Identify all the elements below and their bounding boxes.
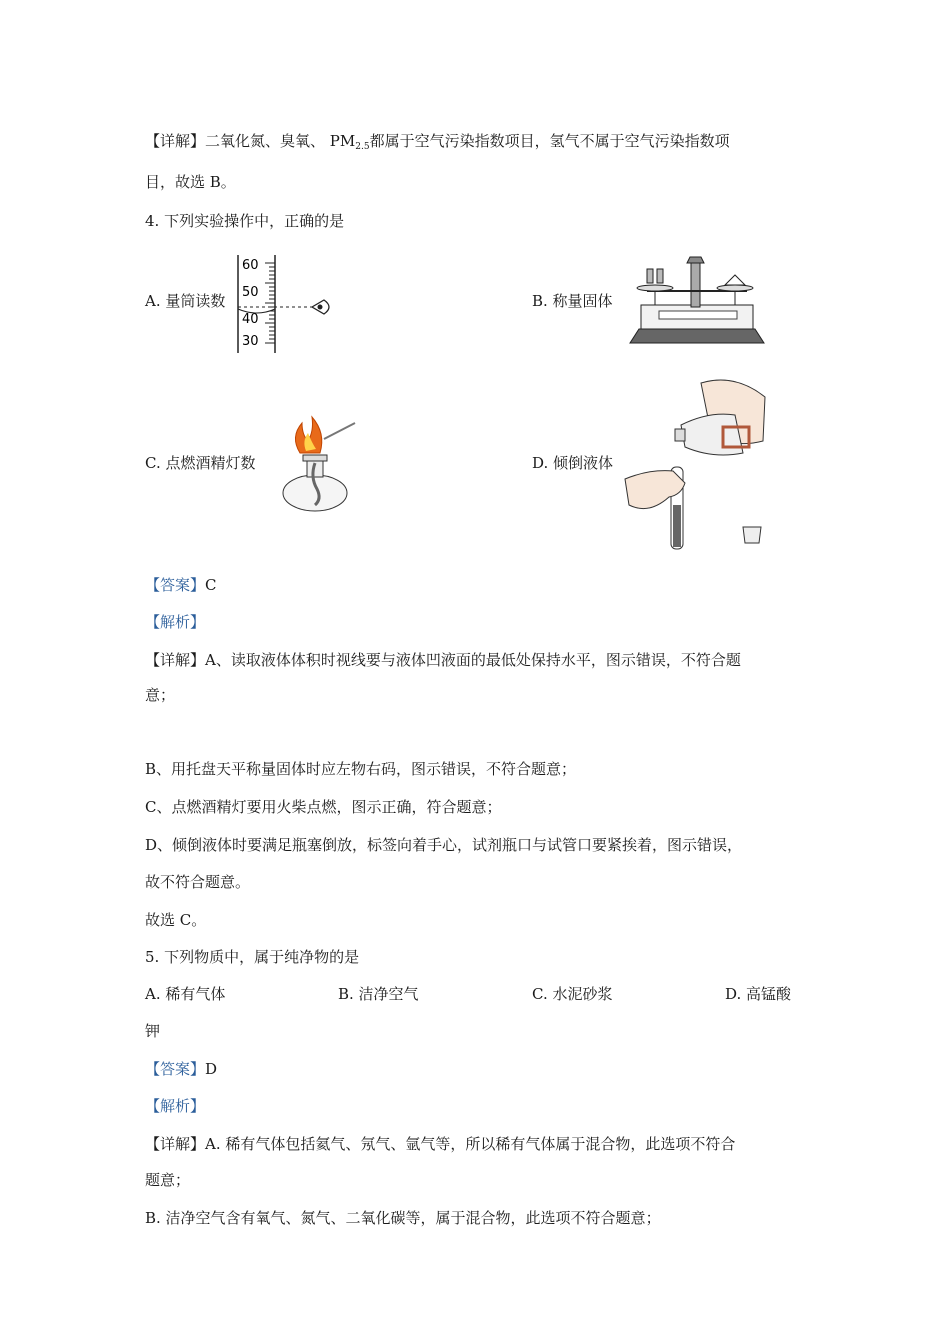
q4-option-a: A. 量筒读数 <box>145 292 226 310</box>
tick-label: 60 <box>242 258 259 273</box>
q5-detail-a-line-2: 题意； <box>145 1171 191 1189</box>
tick-label: 50 <box>242 285 259 300</box>
balance-scale-figure <box>627 255 767 347</box>
q4-option-d: D. 倾倒液体 <box>532 454 614 472</box>
q5-option-d: D. 高锰酸 <box>725 985 792 1003</box>
q5-detail-a-line-1: 【详解】A. 稀有气体包括氦气、氖气、氩气等，所以稀有气体属于混合物，此选项不符合 <box>145 1135 736 1153</box>
q4-detail-c: C、点燃酒精灯要用火柴点燃，图示正确，符合题意； <box>145 798 502 816</box>
tick-label: 40 <box>242 312 259 327</box>
q5-analysis-tag: 【解析】 <box>145 1097 206 1115</box>
prev-detail-line-1: 【详解】二氧化氮、臭氧、 $PM_{2.5}$都属于空气污染指数项目，氢气不属于空气污染指数项 <box>145 132 730 152</box>
q4-detail-a-line-2: 意； <box>145 686 176 704</box>
detail-tag: 【详解】 <box>145 1135 206 1153</box>
q5-detail-b: B. 洁净空气含有氧气、氮气、二氧化碳等，属于混合物，此选项不符合题意； <box>145 1209 661 1227</box>
detail-tag: 【详解】 <box>145 132 206 150</box>
q5-option-a: A. 稀有气体 <box>145 985 226 1003</box>
tick-label: 30 <box>242 334 259 349</box>
q5-option-c: C. 水泥砂浆 <box>532 985 613 1003</box>
q5-answer: 【答案】D <box>145 1060 218 1078</box>
q4-detail-a-line-1: 【详解】A、读取液体体积时视线要与液体凹液面的最低处保持水平，图示错误，不符合题 <box>145 651 741 669</box>
q4-detail-d-line-2: 故不符合题意。 <box>145 873 251 891</box>
q4-option-b: B. 称量固体 <box>532 292 613 310</box>
q4-analysis-tag: 【解析】 <box>145 613 206 631</box>
q4-detail-b: B、用托盘天平称量固体时应左物右码，图示错误，不符合题意； <box>145 760 577 778</box>
detail-tag: 【详解】 <box>145 651 206 669</box>
q5-stem: 5. 下列物质中，属于纯净物的是 <box>145 948 360 966</box>
pouring-liquid-figure <box>623 375 773 555</box>
alcohol-lamp-figure <box>270 405 360 517</box>
q4-answer: 【答案】C <box>145 576 217 594</box>
prev-detail-line-2: 目，故选 B。 <box>145 173 236 191</box>
q4-conclusion: 故选 C。 <box>145 911 207 929</box>
q5-option-b: B. 洁净空气 <box>338 985 419 1003</box>
answer-tag: 【答案】 <box>145 1060 206 1078</box>
eye-icon <box>312 300 329 314</box>
q4-detail-d-line-1: D、倾倒液体时要满足瓶塞倒放，标签向着手心，试剂瓶口与试管口要紧挨着，图示错误， <box>145 836 743 854</box>
graduated-cylinder-figure <box>232 253 342 355</box>
q4-stem: 4. 下列实验操作中，正确的是 <box>145 212 345 230</box>
answer-tag: 【答案】 <box>145 576 206 594</box>
q5-option-d-continued: 钾 <box>145 1022 161 1040</box>
q4-option-c: C. 点燃酒精灯数 <box>145 454 256 472</box>
